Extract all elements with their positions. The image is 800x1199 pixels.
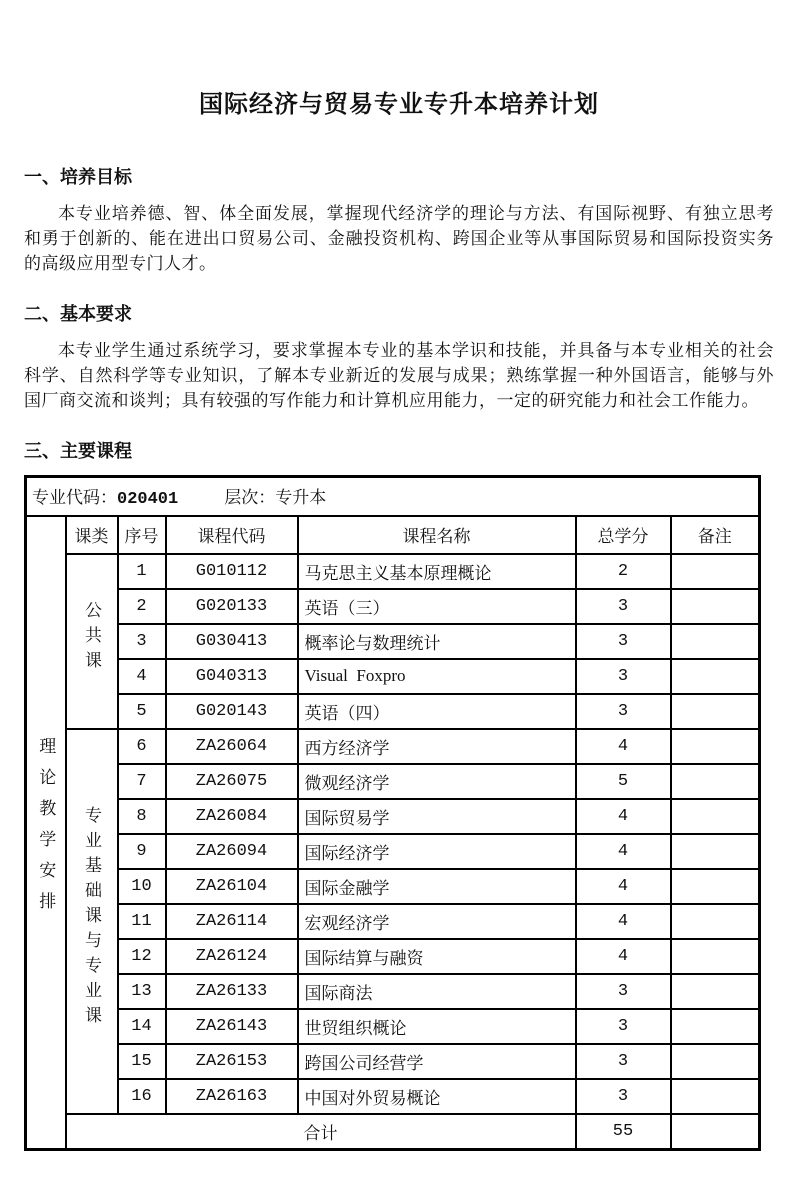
- major-code-value: 020401: [117, 490, 179, 510]
- section-heading-training-objectives: 一、培养目标: [24, 167, 132, 187]
- course-code: ZA26153: [166, 1044, 298, 1079]
- side-label-theory-teaching: 理论教学安排: [26, 516, 66, 1150]
- course-name: 英语（四）: [298, 694, 576, 729]
- column-header-code: 课程代码: [166, 516, 298, 554]
- course-index: 3: [118, 624, 166, 659]
- course-index: 14: [118, 1009, 166, 1044]
- course-credits: 4: [576, 729, 671, 764]
- course-remarks: [671, 624, 760, 659]
- course-credits: 3: [576, 659, 671, 694]
- course-remarks: [671, 589, 760, 624]
- course-row: [26, 589, 760, 624]
- course-row: [26, 904, 760, 939]
- course-index: 15: [118, 1044, 166, 1079]
- course-index: 5: [118, 694, 166, 729]
- course-index: 6: [118, 729, 166, 764]
- course-remarks: [671, 694, 760, 729]
- course-row: [26, 939, 760, 974]
- course-index: 2: [118, 589, 166, 624]
- course-credits: 4: [576, 799, 671, 834]
- course-credits: 3: [576, 694, 671, 729]
- course-remarks: [671, 729, 760, 764]
- course-index: 11: [118, 904, 166, 939]
- course-index: 16: [118, 1079, 166, 1114]
- course-code: G040313: [166, 659, 298, 694]
- course-index: 1: [118, 554, 166, 589]
- course-row: [26, 834, 760, 869]
- course-table-body: [26, 477, 760, 1150]
- course-code: ZA26084: [166, 799, 298, 834]
- course-row: [26, 1079, 760, 1114]
- course-credits: 4: [576, 834, 671, 869]
- course-credits: 3: [576, 1044, 671, 1079]
- course-name: 英语（三）: [298, 589, 576, 624]
- course-credits: 5: [576, 764, 671, 799]
- course-credits: 3: [576, 624, 671, 659]
- course-code: ZA26124: [166, 939, 298, 974]
- course-group-label: 专业基础课与专业课: [66, 729, 118, 1114]
- column-header-category: 课类: [66, 516, 118, 554]
- course-row: [26, 659, 760, 694]
- course-code: ZA26075: [166, 764, 298, 799]
- course-name: 国际商法: [298, 974, 576, 1009]
- course-index: 7: [118, 764, 166, 799]
- course-remarks: [671, 834, 760, 869]
- course-credits: 3: [576, 589, 671, 624]
- course-credits: 3: [576, 1079, 671, 1114]
- major-code-label: 专业代码：: [32, 488, 117, 508]
- course-remarks: [671, 904, 760, 939]
- course-code: ZA26143: [166, 1009, 298, 1044]
- course-remarks: [671, 974, 760, 1009]
- course-code: G010112: [166, 554, 298, 589]
- course-name: 国际结算与融资: [298, 939, 576, 974]
- course-credits: 2: [576, 554, 671, 589]
- total-credits: 55: [576, 1114, 671, 1150]
- column-header-credits: 总学分: [576, 516, 671, 554]
- course-name: Visual Foxpro: [298, 659, 576, 694]
- course-name: 概率论与数理统计: [298, 624, 576, 659]
- course-name: 跨国公司经营学: [298, 1044, 576, 1079]
- course-remarks: [671, 764, 760, 799]
- table-meta-cell: [26, 477, 760, 516]
- level-label: 层次：: [224, 488, 276, 508]
- course-row: [26, 554, 760, 589]
- course-group-label: 公共课: [66, 554, 118, 729]
- course-row: [26, 799, 760, 834]
- course-table: [24, 475, 761, 1151]
- course-credits: 3: [576, 974, 671, 1009]
- column-header-remarks: 备注: [671, 516, 760, 554]
- course-credits: 4: [576, 869, 671, 904]
- course-remarks: [671, 869, 760, 904]
- course-remarks: [671, 659, 760, 694]
- course-code: ZA26104: [166, 869, 298, 904]
- course-row: [26, 1009, 760, 1044]
- course-name: 世贸组织概论: [298, 1009, 576, 1044]
- course-credits: 4: [576, 904, 671, 939]
- course-index: 4: [118, 659, 166, 694]
- course-remarks: [671, 1079, 760, 1114]
- total-label: 合计: [66, 1114, 576, 1150]
- course-index: 13: [118, 974, 166, 1009]
- course-code: ZA26114: [166, 904, 298, 939]
- column-header-index: 序号: [118, 516, 166, 554]
- column-header-name: 课程名称: [298, 516, 576, 554]
- course-row: [26, 624, 760, 659]
- course-row: [26, 974, 760, 1009]
- course-row: [26, 869, 760, 904]
- page-title: 国际经济与贸易专业专升本培养计划: [199, 91, 599, 118]
- course-code: G020143: [166, 694, 298, 729]
- course-name: 西方经济学: [298, 729, 576, 764]
- course-row: [26, 764, 760, 799]
- section-body-basic-requirements: 本专业学生通过系统学习，要求掌握本专业的基本学识和技能，并具备与本专业相关的社会科学、自然科学等专业知识，了解本专业新近的发展与成果；熟练掌握一种外国语言，能够与外国厂商交流和谈判；具有较强的写作能力和计算机应用能力，一定的研究能力和社会工作能力。: [24, 341, 774, 410]
- course-name: 微观经济学: [298, 764, 576, 799]
- course-name: 国际经济学: [298, 834, 576, 869]
- section-heading-main-courses: 三、主要课程: [24, 441, 132, 461]
- course-code: ZA26064: [166, 729, 298, 764]
- course-index: 8: [118, 799, 166, 834]
- course-name: 马克思主义基本原理概论: [298, 554, 576, 589]
- total-remarks: [671, 1114, 760, 1150]
- course-code: G020133: [166, 589, 298, 624]
- section-heading-basic-requirements: 二、基本要求: [24, 304, 132, 324]
- section-body-training-objectives: 本专业培养德、智、体全面发展，掌握现代经济学的理论与方法、有国际视野、有独立思考和勇于创新的、能在进出口贸易公司、金融投资机构、跨国企业等从事国际贸易和国际投资实务的高级应用型专门人才。: [24, 204, 774, 273]
- course-remarks: [671, 1009, 760, 1044]
- course-index: 9: [118, 834, 166, 869]
- course-row: [26, 694, 760, 729]
- course-code: ZA26133: [166, 974, 298, 1009]
- course-remarks: [671, 799, 760, 834]
- course-row: [26, 729, 760, 764]
- level-value: 专升本: [275, 488, 327, 508]
- course-row: [26, 1044, 760, 1079]
- course-code: ZA26163: [166, 1079, 298, 1114]
- course-code: G030413: [166, 624, 298, 659]
- table-meta-row: [26, 477, 760, 516]
- course-index: 10: [118, 869, 166, 904]
- total-row: [26, 1114, 760, 1150]
- course-remarks: [671, 939, 760, 974]
- course-code: ZA26094: [166, 834, 298, 869]
- course-credits: 3: [576, 1009, 671, 1044]
- course-name: 宏观经济学: [298, 904, 576, 939]
- course-name: 中国对外贸易概论: [298, 1079, 576, 1114]
- course-index: 12: [118, 939, 166, 974]
- course-name: 国际金融学: [298, 869, 576, 904]
- course-name: 国际贸易学: [298, 799, 576, 834]
- table-header-row: [26, 516, 760, 554]
- course-remarks: [671, 1044, 760, 1079]
- course-credits: 4: [576, 939, 671, 974]
- course-remarks: [671, 554, 760, 589]
